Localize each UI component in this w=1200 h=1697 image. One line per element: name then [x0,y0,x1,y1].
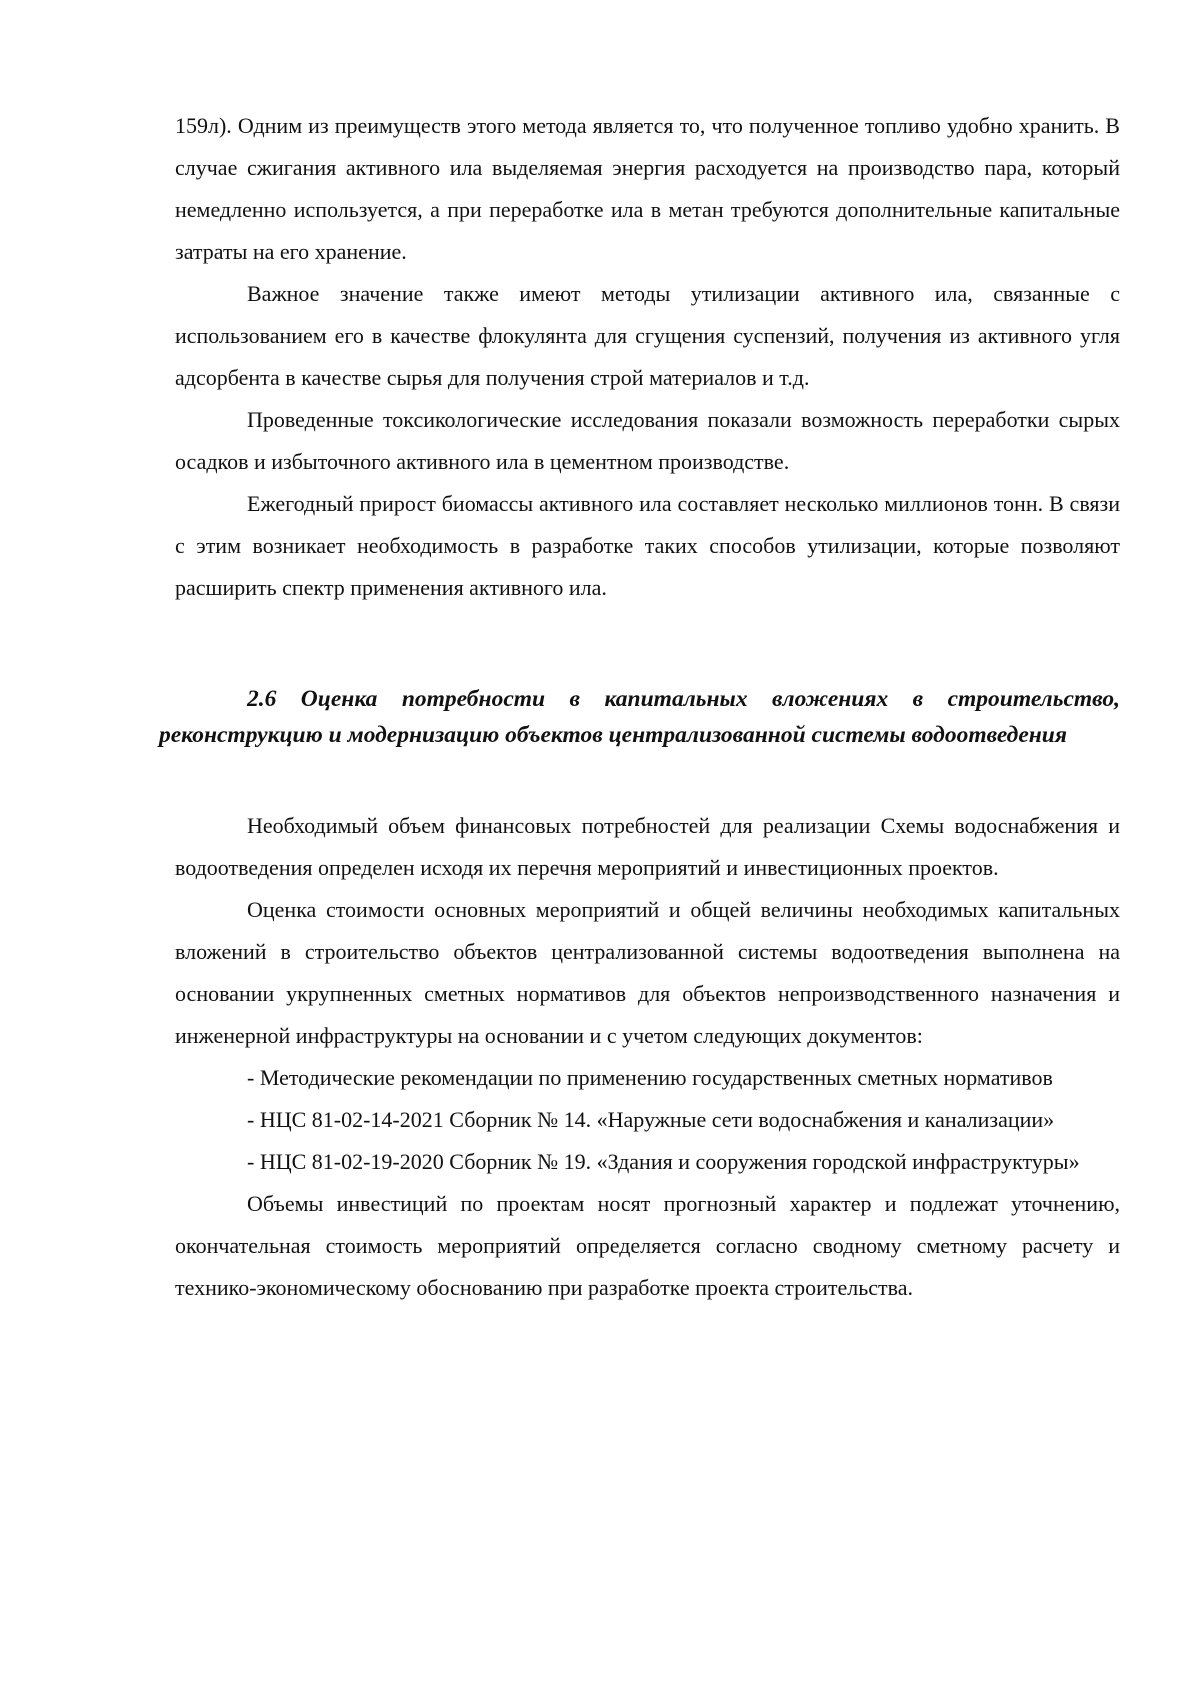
body-paragraph: Важное значение также имеют методы утилизации активного ила, связанные с использованием его в качестве флокулянта для сгущения суспензий, получения из активного угля адсорбента в качестве сырья для получения строй материалов и т.д. [175,281,1120,390]
body-paragraph: 159л). Одним из преимуществ этого метода является то, что полученное топливо удобно хранить. В случае сжигания активного ила выделяемая энергия расходуется на производство пара, который немедленно используется, а при переработке ила в метан требуются дополнительные капитальные затраты на его хранение. [175,113,1120,264]
section-heading: 2.6 Оценка потребности в капитальных вложениях в строительство, реконструкцию и модернизацию объектов централизованной системы водоотведения [159,686,1120,748]
closing-paragraph: Объемы инвестиций по проектам носят прогнозный характер и подлежат уточнению, окончательная стоимость мероприятий определяется согласно сводному сметному расчету и технико-экономическому обоснованию при разработке проекта строительства. [175,1191,1120,1300]
body-paragraph: Проведенные токсикологические исследования показали возможность переработки сырых осадков и избыточного активного ила в цементном производстве. [175,407,1120,474]
body-paragraph: Ежегодный прирост биомассы активного ила составляет несколько миллионов тонн. В связи с этим возникает необходимость в разработке таких способов утилизации, которые позволяют расширить спектр применения активного ила. [175,491,1120,600]
list-item: - НЦС 81-02-14-2021 Сборник № 14. «Наружные сети водоснабжения и канализации» [247,1107,1055,1132]
list-item: - Методические рекомендации по применению государственных сметных нормативов [247,1065,1053,1090]
section-body [175,805,1120,1309]
list-item: - НЦС 81-02-19-2020 Сборник № 19. «Здания и сооружения городской инфраструктуры» [247,1149,1080,1174]
body-paragraph: Необходимый объем финансовых потребностей для реализации Схемы водоснабжения и водоотведения определен исходя их перечня мероприятий и инвестиционных проектов. [175,813,1120,880]
body-paragraph: Оценка стоимости основных мероприятий и общей величины необходимых капитальных вложений в строительство объектов централизованной системы водоотведения выполнена на основании укрупненных сметных нормативов для объектов непроизводственного назначения и инженерной инфраструктуры на основании и с учетом следующих документов: [175,897,1120,1048]
document-page [159,105,1120,1309]
